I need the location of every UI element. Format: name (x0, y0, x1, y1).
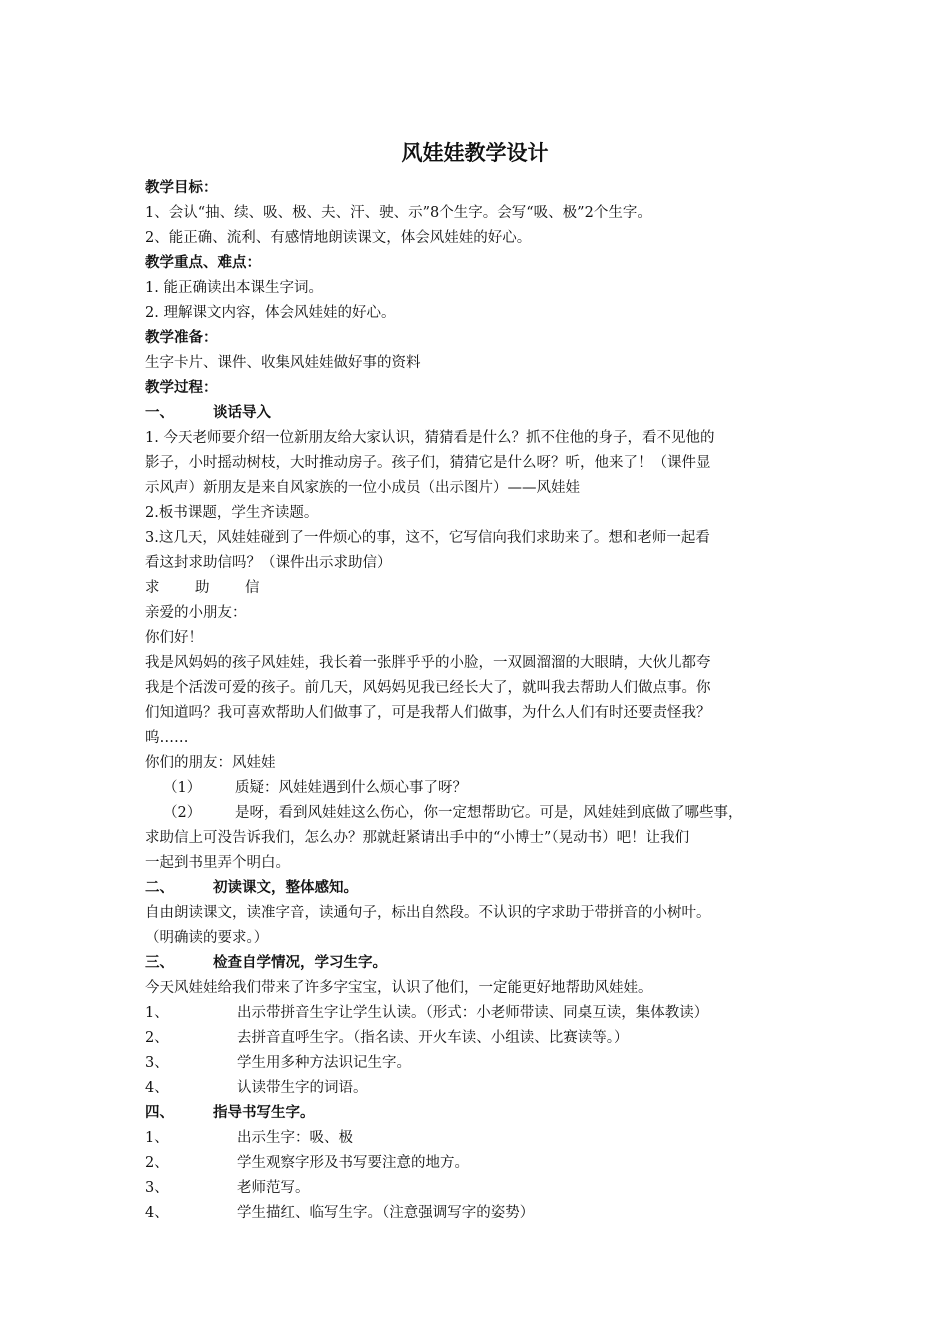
list-item: 3、 老师范写。 (145, 1180, 310, 1196)
paragraph-line: 2.板书课题，学生齐读题。 (145, 505, 319, 521)
list-item: 1、 出示带拼音生字让学生认读。（形式：小老师带读、同桌互读，集体教读） (145, 1005, 709, 1021)
prep-text: 生字卡片、课件、收集风娃娃做好事的资料 (145, 355, 421, 371)
list-item: 2、 学生观察字形及书写要注意的地方。 (145, 1155, 469, 1171)
letter-title: 求 助 信 (145, 580, 260, 596)
section-number: 四、 (145, 1105, 174, 1121)
section-heading-1 (145, 401, 815, 426)
section-heading-2 (145, 876, 815, 901)
list-item: 3、 学生用多种方法识记生字。 (145, 1055, 411, 1071)
list-item: 4、 认读带生字的词语。 (145, 1080, 368, 1096)
letter-line: 我是风妈妈的孩子风娃娃，我长着一张胖乎乎的小脸，一双圆溜溜的大眼睛，大伙儿都夸 (145, 655, 711, 671)
question-1: （1） 质疑：风娃娃遇到什么烦心事了呀？ (145, 776, 815, 801)
letter-line: 我是个活泼可爱的孩子。前几天，风妈妈见我已经长大了，就叫我去帮助人们做点事。你 (145, 680, 711, 696)
section-number: 二、 (145, 880, 174, 896)
section-title: 谈话导入 (213, 405, 271, 421)
paragraph-line: 求助信上可没告诉我们，怎么办？那就赶紧请出手中的“小博士”（晃动书）吧！让我们 (145, 830, 690, 846)
question-2: （2） 是呀，看到风娃娃这么伤心，你一定想帮助它。可是，风娃娃到底做了哪些事， (145, 801, 815, 826)
question-number: （2） (163, 805, 202, 821)
section-number: 三、 (145, 955, 174, 971)
prep-heading: 教学准备： (145, 330, 218, 346)
letter-line: 们知道吗？我可喜欢帮助人们做事了，可是我帮人们做事，为什么人们有时还要责怪我？ (145, 705, 711, 721)
letter-line: 你们的朋友：风娃娃 (145, 755, 276, 771)
goal-item: 2、能正确、流利、有感情地朗读课文，体会风娃娃的好心。 (145, 230, 532, 246)
keypoint-item: 1. 能正确读出本课生字词。 (145, 280, 323, 296)
section-heading-4 (145, 1101, 815, 1126)
section-title: 指导书写生字。 (213, 1105, 315, 1121)
paragraph-line: （明确读的要求。） (145, 930, 269, 946)
section-number: 一、 (145, 405, 174, 421)
document-title: 风娃娃教学设计 (401, 141, 549, 165)
letter-line: 亲爱的小朋友： (145, 605, 247, 621)
letter-line: 呜…… (145, 730, 189, 746)
process-heading: 教学过程： (145, 380, 218, 396)
section-title: 初读课文，整体感知。 (213, 880, 358, 896)
keypoints-heading: 教学重点、难点： (145, 255, 261, 271)
letter-line: 你们好！ (145, 630, 203, 646)
paragraph-line: 看这封求助信吗？（课件出示求助信） (145, 555, 392, 571)
goals-heading: 教学目标： (145, 180, 218, 196)
goal-item: 1、会认“抽、续、吸、极、夫、汗、驶、示”8个生字。会写“吸、极”2个生字。 (145, 205, 652, 221)
paragraph-line: 今天风娃娃给我们带来了许多字宝宝，认识了他们，一定能更好地帮助风娃娃。 (145, 980, 653, 996)
list-item: 4、 学生描红、临写生字。（注意强调写字的姿势） (145, 1205, 535, 1221)
list-item: 1、 出示生字：吸、极 (145, 1130, 353, 1146)
paragraph-line: 一起到书里弄个明白。 (145, 855, 290, 871)
paragraph-line: 自由朗读课文，读准字音，读通句子，标出自然段。不认识的字求助于带拼音的小树叶。 (145, 905, 711, 921)
question-number: （1） (163, 780, 202, 796)
document-body (145, 176, 815, 1226)
paragraph-line: 影子，小时摇动树枝，大时推动房子。孩子们，猜猜它是什么呀？听，他来了！（课件显 (145, 455, 711, 471)
paragraph-line: 3.这几天，风娃娃碰到了一件烦心的事，这不，它写信向我们求助来了。想和老师一起看 (145, 530, 710, 546)
section-title: 检查自学情况，学习生字。 (213, 955, 387, 971)
keypoint-item: 2. 理解课文内容，体会风娃娃的好心。 (145, 305, 396, 321)
paragraph-line: 1. 今天老师要介绍一位新朋友给大家认识，猜猜看是什么？抓不住他的身子，看不见他的 (145, 430, 715, 446)
paragraph-line: 示风声）新朋友是来自风家族的一位小成员（出示图片）——风娃娃 (145, 480, 580, 496)
section-heading-3 (145, 951, 815, 976)
list-item: 2、 去拼音直呼生字。（指名读、开火车读、小组读、比赛读等。） (145, 1030, 629, 1046)
